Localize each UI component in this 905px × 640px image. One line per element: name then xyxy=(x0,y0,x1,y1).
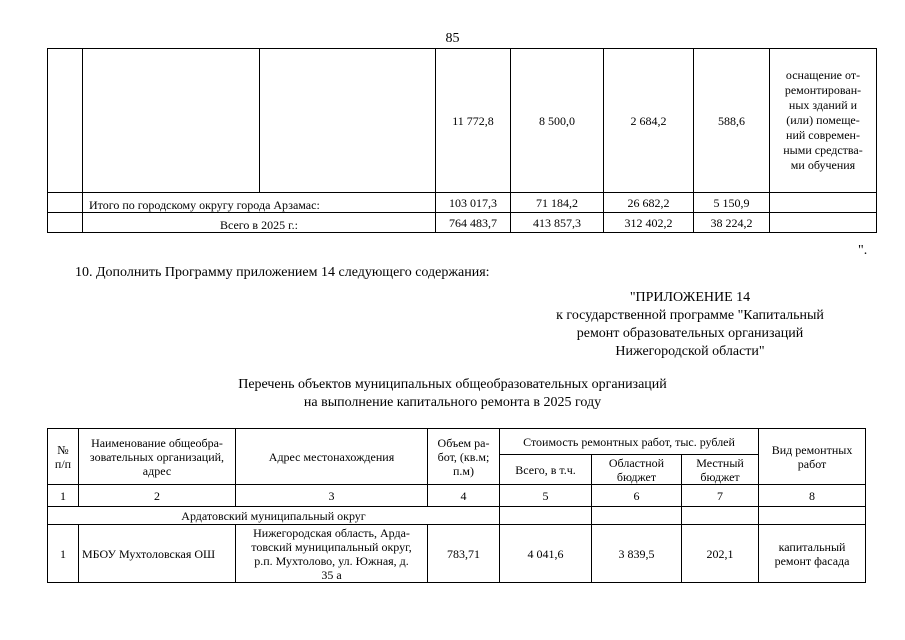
itogo-label: Итого по городскому округу города Арзамас: xyxy=(83,193,436,213)
header-work-type: Вид ремонтных работ xyxy=(759,429,866,485)
header-address: Адрес местонахождения xyxy=(236,429,428,485)
header-name: Наименование общеобра- зовательных организаций, адрес xyxy=(79,429,236,485)
closing-quote: ". xyxy=(858,243,868,258)
district-label: Ардатовский муниципальный округ xyxy=(48,507,500,525)
objects-table xyxy=(47,428,866,583)
paragraph-10: 10. Дополнить Программу приложением 14 следующего содержания: xyxy=(75,265,490,280)
table-row xyxy=(48,49,877,193)
column-numbers-row: 1 2 3 4 5 6 7 8 xyxy=(48,485,866,507)
continued-table xyxy=(47,48,877,233)
org-address: Нижегородская область, Арда- товский муниципальный округ, р.п. Мухтолово, ул. Южная, д. 35 а xyxy=(236,525,428,583)
header-total: Всего, в т.ч. xyxy=(500,455,592,485)
table-row: Итого по городскому округу города Арзамас: 103 017,3 71 184,2 26 682,2 5 150,9 xyxy=(48,193,877,213)
header-row xyxy=(48,429,866,455)
cell-volume: 11 772,8 xyxy=(436,49,511,193)
cell-work-type: оснащение от- ремонтирован- ных зданий и (или) помеще- ний современ- ными средства- ми обучения xyxy=(770,49,877,193)
header-cost: Стоимость ремонтных работ, тыс. рублей xyxy=(500,429,759,455)
appendix-heading: "ПРИЛОЖЕНИЕ 14 к государственной программе "Капитальный ремонт образовательных организаций Нижегородской области" xyxy=(556,290,824,359)
cell-local: 588,6 xyxy=(694,49,770,193)
vsego-label: Всего в 2025 г.: xyxy=(83,213,436,233)
cell-total: 8 500,0 xyxy=(511,49,604,193)
header-volume: Объем ра- бот, (кв.м; п.м) xyxy=(428,429,500,485)
table-row: 1 МБОУ Мухтоловская ОШ Нижегородская область, Арда- товский муниципальный округ, р.п. Мухтолово, ул. Южная, д. 35 а 783,71 4 041,6 3 839,5 202,1 капитальный ремонт фасада xyxy=(48,525,866,583)
header-num: № п/п xyxy=(48,429,79,485)
page-number: 85 xyxy=(445,31,460,46)
header-local: Местный бюджет xyxy=(682,455,759,485)
work-type: капитальный ремонт фасада xyxy=(759,525,866,583)
header-regional: Областной бюджет xyxy=(592,455,682,485)
list-title: Перечень объектов муниципальных общеобразовательных организаций на выполнение капитального ремонта в 2025 году xyxy=(238,377,667,410)
district-row xyxy=(48,507,866,525)
cell-regional: 2 684,2 xyxy=(604,49,694,193)
table-row: Всего в 2025 г.: 764 483,7 413 857,3 312 402,2 38 224,2 xyxy=(48,213,877,233)
org-name: МБОУ Мухтоловская ОШ xyxy=(79,525,236,583)
